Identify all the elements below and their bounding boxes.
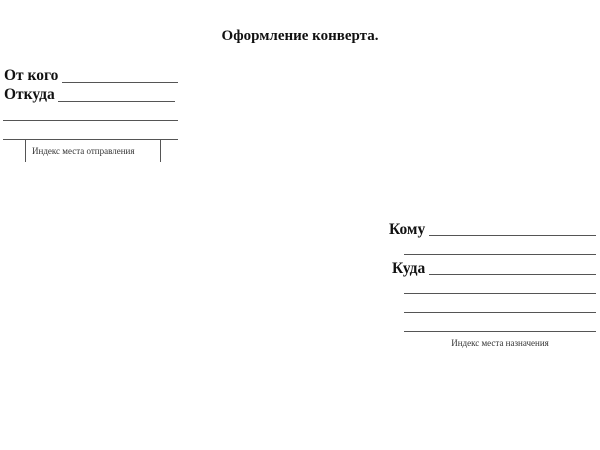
to-field-line-2[interactable] bbox=[404, 254, 596, 255]
recipient-address-label: Куда bbox=[392, 260, 426, 277]
from-label: От кого bbox=[4, 67, 59, 84]
to-field-line[interactable] bbox=[429, 235, 596, 236]
recipient-address-line-4[interactable] bbox=[404, 331, 596, 332]
to-label: Кому bbox=[389, 221, 426, 238]
sender-index-caption: Индекс места отправления bbox=[32, 146, 135, 156]
sender-address-label: Откуда bbox=[4, 86, 55, 103]
sender-index-left-bar bbox=[25, 139, 26, 162]
recipient-index-caption: Индекс места назначения bbox=[451, 338, 549, 348]
recipient-address-line-3[interactable] bbox=[404, 312, 596, 313]
sender-address-line-3[interactable] bbox=[3, 139, 178, 140]
sender-index-right-bar bbox=[160, 139, 161, 162]
document-title: Оформление конверта. bbox=[221, 28, 379, 44]
from-field-line[interactable] bbox=[62, 82, 178, 83]
sender-address-line-2[interactable] bbox=[3, 120, 178, 121]
sender-address-field-line[interactable] bbox=[58, 101, 175, 102]
recipient-address-field-line[interactable] bbox=[429, 274, 596, 275]
recipient-address-line-2[interactable] bbox=[404, 293, 596, 294]
